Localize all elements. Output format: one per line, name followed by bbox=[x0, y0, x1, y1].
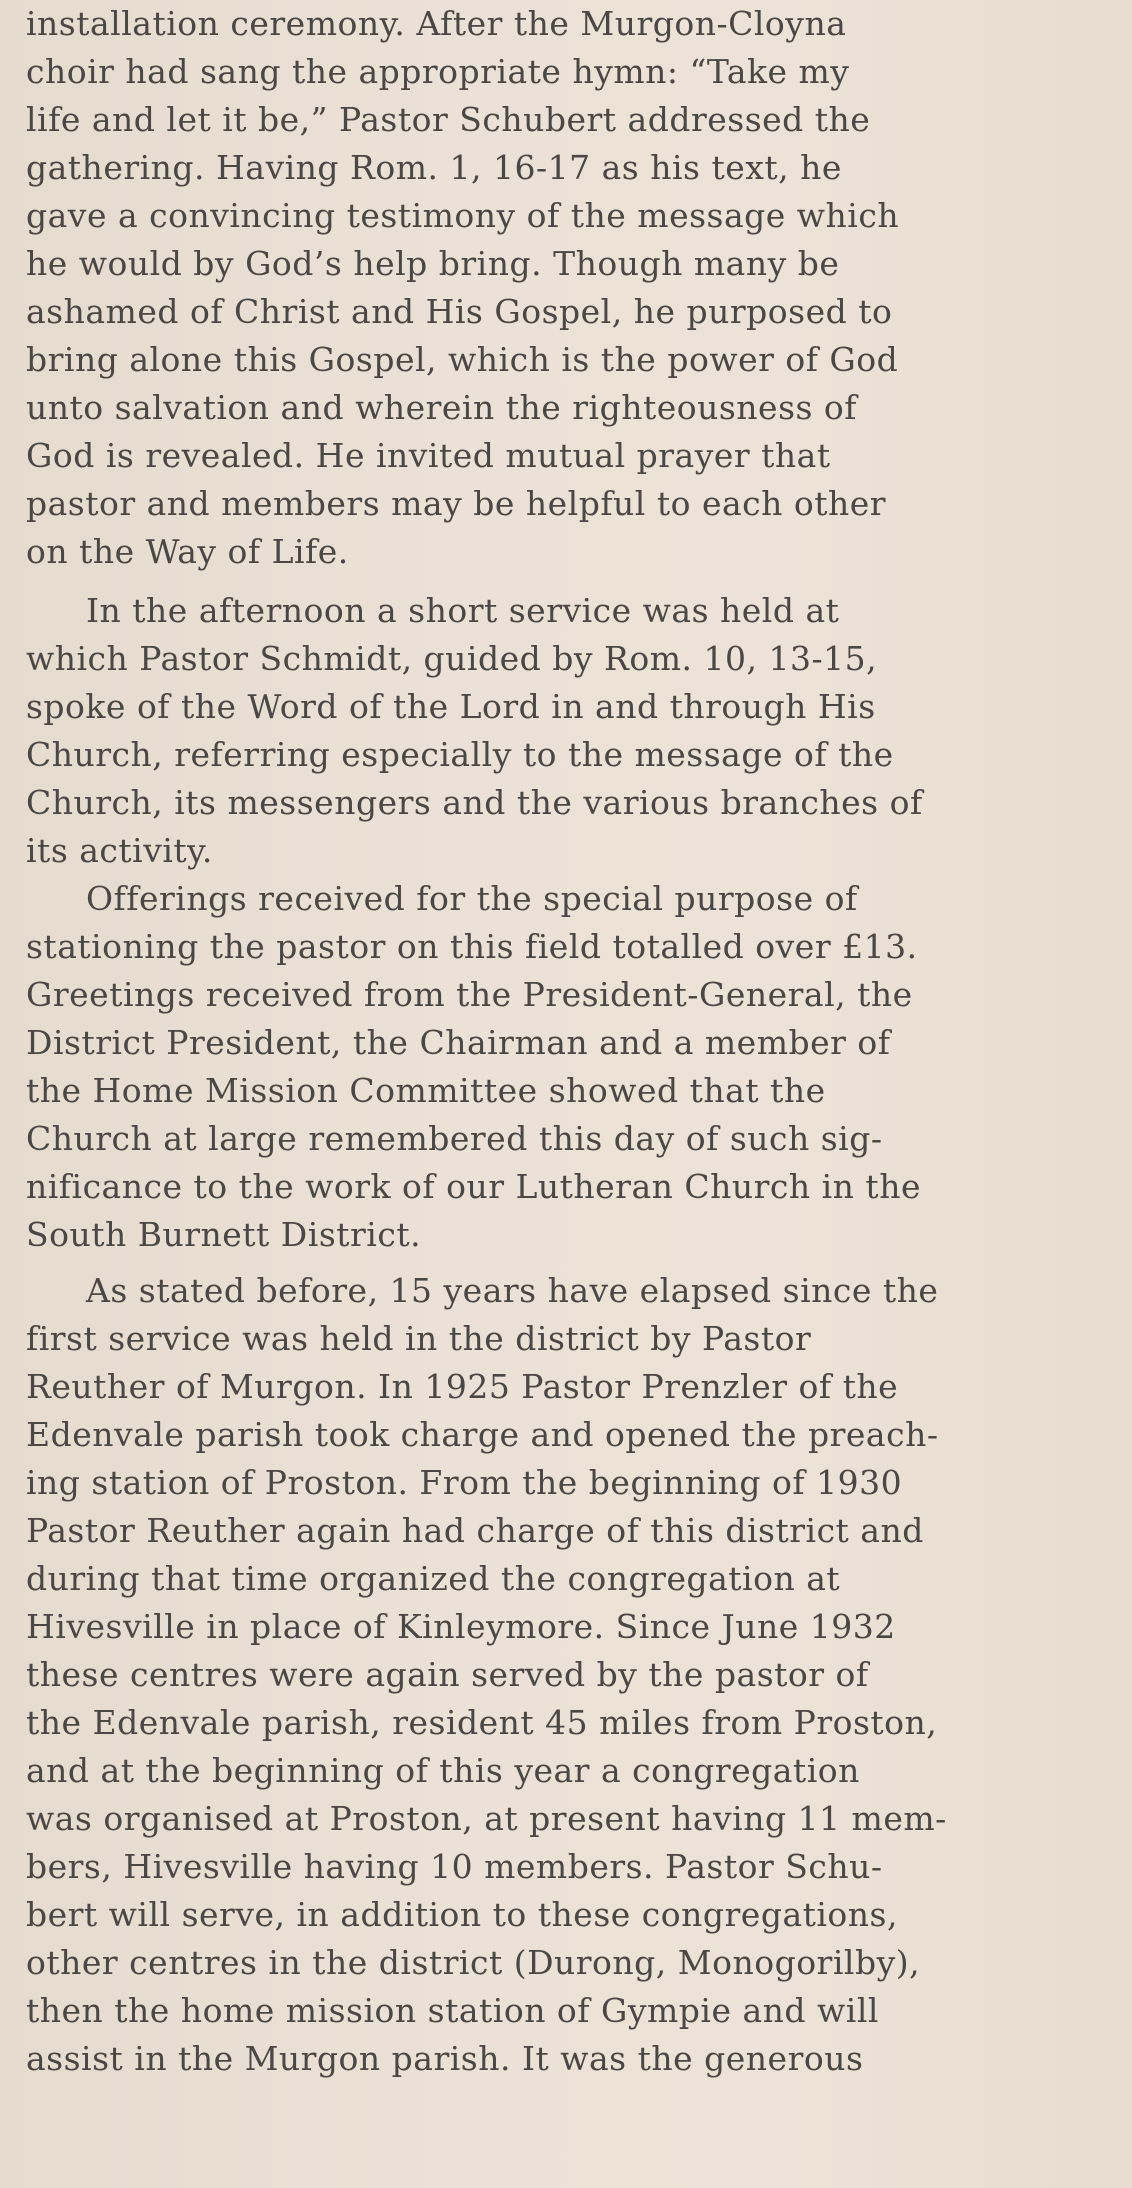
text-line: Church at large remembered this day of such sig- bbox=[26, 1119, 883, 1158]
text-line: bers, Hivesville having 10 members. Pastor Schu- bbox=[26, 1847, 883, 1886]
text-line: Church, its messengers and the various branches of bbox=[26, 783, 923, 822]
text-line: first service was held in the district by Pastor bbox=[26, 1319, 812, 1358]
text-line: the Edenvale parish, resident 45 miles from Proston, bbox=[26, 1703, 938, 1742]
text-line: God is revealed. He invited mutual prayer that bbox=[26, 436, 831, 475]
text-line: its activity. bbox=[26, 831, 213, 870]
text-line: As stated before, 15 years have elapsed since the bbox=[86, 1271, 939, 1310]
text-line: gave a convincing testimony of the message which bbox=[26, 196, 900, 235]
text-line: Reuther of Murgon. In 1925 Pastor Prenzler of the bbox=[26, 1367, 899, 1406]
text-line: Offerings received for the special purpose of bbox=[86, 879, 858, 918]
text-line: Hivesville in place of Kinleymore. Since June 1932 bbox=[26, 1607, 896, 1646]
text-line: Greetings received from the President-General, the bbox=[26, 975, 913, 1014]
text-line: which Pastor Schmidt, guided by Rom. 10, 13-15, bbox=[26, 639, 878, 678]
text-line: and at the beginning of this year a congregation bbox=[26, 1751, 860, 1790]
text-line: nificance to the work of our Lutheran Church in the bbox=[26, 1167, 921, 1206]
text-line: spoke of the Word of the Lord in and through His bbox=[26, 687, 876, 726]
text-line: ing station of Proston. From the beginning of 1930 bbox=[26, 1463, 903, 1502]
text-line: he would by God’s help bring. Though many be bbox=[26, 244, 840, 283]
text-line: stationing the pastor on this field totalled over £13. bbox=[26, 927, 918, 966]
text-line: was organised at Proston, at present having 11 mem- bbox=[26, 1799, 947, 1838]
text-line: Church, referring especially to the message of the bbox=[26, 735, 894, 774]
text-line: South Burnett District. bbox=[26, 1215, 422, 1254]
text-line: life and let it be,” Pastor Schubert addressed the bbox=[26, 100, 871, 139]
text-line: Pastor Reuther again had charge of this district and bbox=[26, 1511, 924, 1550]
text-line: other centres in the district (Durong, Monogorilby), bbox=[26, 1943, 921, 1982]
text-line: then the home mission station of Gympie and will bbox=[26, 1991, 879, 2030]
text-line: during that time organized the congregation at bbox=[26, 1559, 841, 1598]
text-line: choir had sang the appropriate hymn: “Take my bbox=[26, 52, 850, 91]
text-line: these centres were again served by the pastor of bbox=[26, 1655, 869, 1694]
text-line: unto salvation and wherein the righteousness of bbox=[26, 388, 858, 427]
text-line: on the Way of Life. bbox=[26, 532, 349, 571]
text-line: gathering. Having Rom. 1, 16-17 as his text, he bbox=[26, 148, 842, 187]
text-line: assist in the Murgon parish. It was the generous bbox=[26, 2039, 864, 2078]
text-line: Edenvale parish took charge and opened the preach- bbox=[26, 1415, 939, 1454]
text-line: ashamed of Christ and His Gospel, he purposed to bbox=[26, 292, 893, 331]
text-line: bring alone this Gospel, which is the power of God bbox=[26, 340, 899, 379]
text-line: pastor and members may be helpful to each other bbox=[26, 484, 887, 523]
text-line: bert will serve, in addition to these congregations, bbox=[26, 1895, 898, 1934]
text-line: the Home Mission Committee showed that the bbox=[26, 1071, 826, 1110]
text-line: In the afternoon a short service was held at bbox=[86, 591, 840, 630]
text-line: District President, the Chairman and a member of bbox=[26, 1023, 891, 1062]
text-line: installation ceremony. After the Murgon-Cloyna bbox=[26, 4, 847, 43]
